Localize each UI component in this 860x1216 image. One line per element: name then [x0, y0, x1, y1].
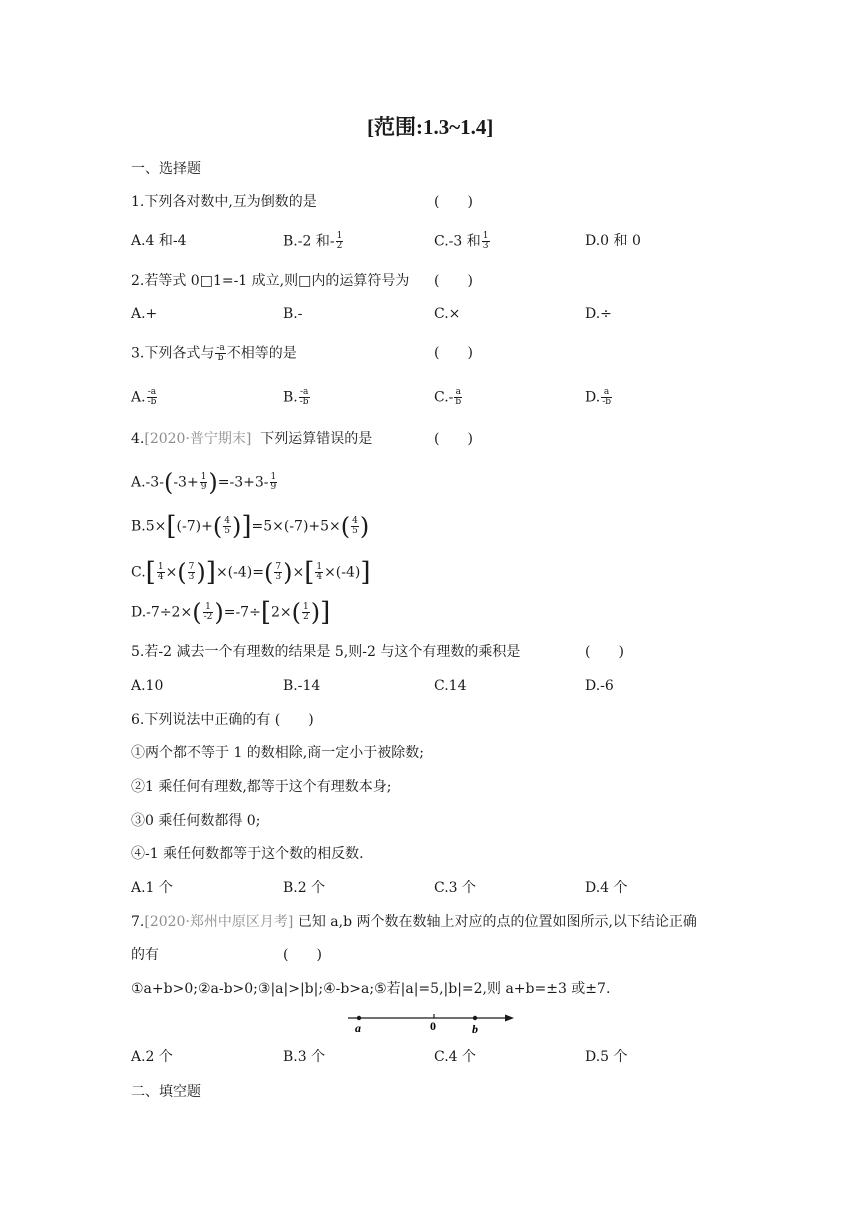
q2-option-d: D.÷ [585, 306, 612, 322]
q3-option-c: C.- $\frac{a}{b}$ [434, 387, 462, 407]
label-a: a [355, 1021, 361, 1035]
q7-conditions: ①a+b>0;②a-b>0;③|a|>|b|;④-b>a;⑤若|a|=5,|b|=2,则 a+b=±3 或±7. [131, 981, 611, 997]
q3-stem: 3.下列各式与 $\frac{-a}{b}$ 不相等的是 [131, 343, 297, 363]
q1-stem: 1.下列各对数中,互为倒数的是 [131, 194, 317, 210]
q4-option-d: D.-7÷2×( $\frac{1}{-2}$ )=-7÷[2×( $\frac{1}{2}$ )] [131, 597, 331, 628]
q2-stem: 2.若等式 0□1=-1 成立,则□内的运算符号为 [131, 273, 410, 289]
page-title: [范围:1.3~1.4] [367, 115, 494, 139]
q7-option-d: D.5 个 [585, 1049, 628, 1065]
q7-answer-paren: ( ) [283, 947, 322, 963]
q6-statement-3: ③0 乘任何数都得 0; [131, 813, 261, 829]
q5-option-b: B.-14 [283, 678, 321, 694]
q2-option-a: A.+ [131, 306, 158, 322]
q4-source-tag: [2020·普宁期末] [144, 431, 252, 447]
q3-answer-paren: ( ) [434, 345, 473, 361]
q6-statement-2: ②1 乘任何有理数,都等于这个有理数本身; [131, 779, 392, 795]
q7-option-c: C.4 个 [434, 1049, 477, 1065]
q5-stem: 5.若-2 减去一个有理数的结果是 5,则-2 与这个有理数的乘积是 [131, 644, 521, 660]
q6-statement-1: ①两个都不等于 1 的数相除,商一定小于被除数; [131, 745, 424, 761]
q2-option-c: C.× [434, 306, 461, 322]
q6-option-c: C.3 个 [434, 880, 477, 896]
q5-option-d: D.-6 [585, 678, 614, 694]
q4-option-a: A.-3-(-3+ $\frac{1}{9}$ )=-3+3- $\frac{1}{9}$ [131, 468, 277, 497]
q7-source-tag: [2020·郑州中原区月考] [144, 914, 294, 930]
q3-option-d: D. $\frac{a}{-b}$ [585, 387, 611, 407]
q5-option-c: C.14 [434, 678, 467, 694]
q1-option-c: C.-3 和 $\frac{1}{3}$ [434, 231, 489, 251]
q4-option-c: C.[ $\frac{1}{4}$ ×( $\frac{7}{3}$ )]×(-4)=( $\frac{7}{3}$ )×[ $\frac{1}{4}$ ×(-4)] [131, 557, 371, 588]
q7-option-a: A.2 个 [131, 1049, 173, 1065]
q6-option-a: A.1 个 [131, 880, 173, 896]
q2-option-b: B.- [283, 306, 303, 322]
q4-stem: 4.[2020·普宁期末] 下列运算错误的是 [131, 431, 373, 447]
q1-option-b: B.-2 和- $\frac{1}{2}$ [283, 231, 343, 251]
q4-answer-paren: ( ) [434, 431, 473, 447]
q3-option-b: B. $\frac{-a}{-b}$ [283, 387, 309, 407]
section-heading-choice: 一、选择题 [131, 161, 201, 177]
q1-answer-paren: ( ) [434, 194, 473, 210]
q7-stem: 7.[2020·郑州中原区月考] 已知 a,b 两个数在数轴上对应的点的位置如图所示,以下结论正确 [131, 914, 697, 930]
number-line-figure [340, 1008, 520, 1036]
q1-option-d: D.0 和 0 [585, 233, 641, 249]
section-heading-fill: 二、填空题 [131, 1084, 201, 1100]
q5-option-a: A.10 [131, 678, 164, 694]
q2-answer-paren: ( ) [434, 273, 473, 289]
q6-statement-4: ④-1 乘任何数都等于这个数的相反数. [131, 846, 364, 862]
q6-option-b: B.2 个 [283, 880, 326, 896]
number-line-arrow-icon [505, 1015, 514, 1022]
point-b [473, 1016, 477, 1020]
q4-option-b: B.5×[(-7)+( $\frac{4}{5}$ )]=5×(-7)+5×( $\frac{4}{5}$ ) [131, 511, 370, 542]
q5-answer-paren: ( ) [585, 644, 624, 660]
label-zero: 0 [430, 1019, 436, 1033]
q3-option-a: A. $\frac{-a}{-b}$ [131, 387, 157, 407]
q1-option-a: A.4 和-4 [131, 233, 187, 249]
q6-stem: 6.下列说法中正确的有 ( ) [131, 712, 314, 728]
label-b: b [472, 1022, 478, 1036]
point-a [357, 1016, 361, 1020]
q6-option-d: D.4 个 [585, 880, 628, 896]
q7-stem-cont: 的有 [131, 947, 159, 963]
q7-option-b: B.3 个 [283, 1049, 326, 1065]
